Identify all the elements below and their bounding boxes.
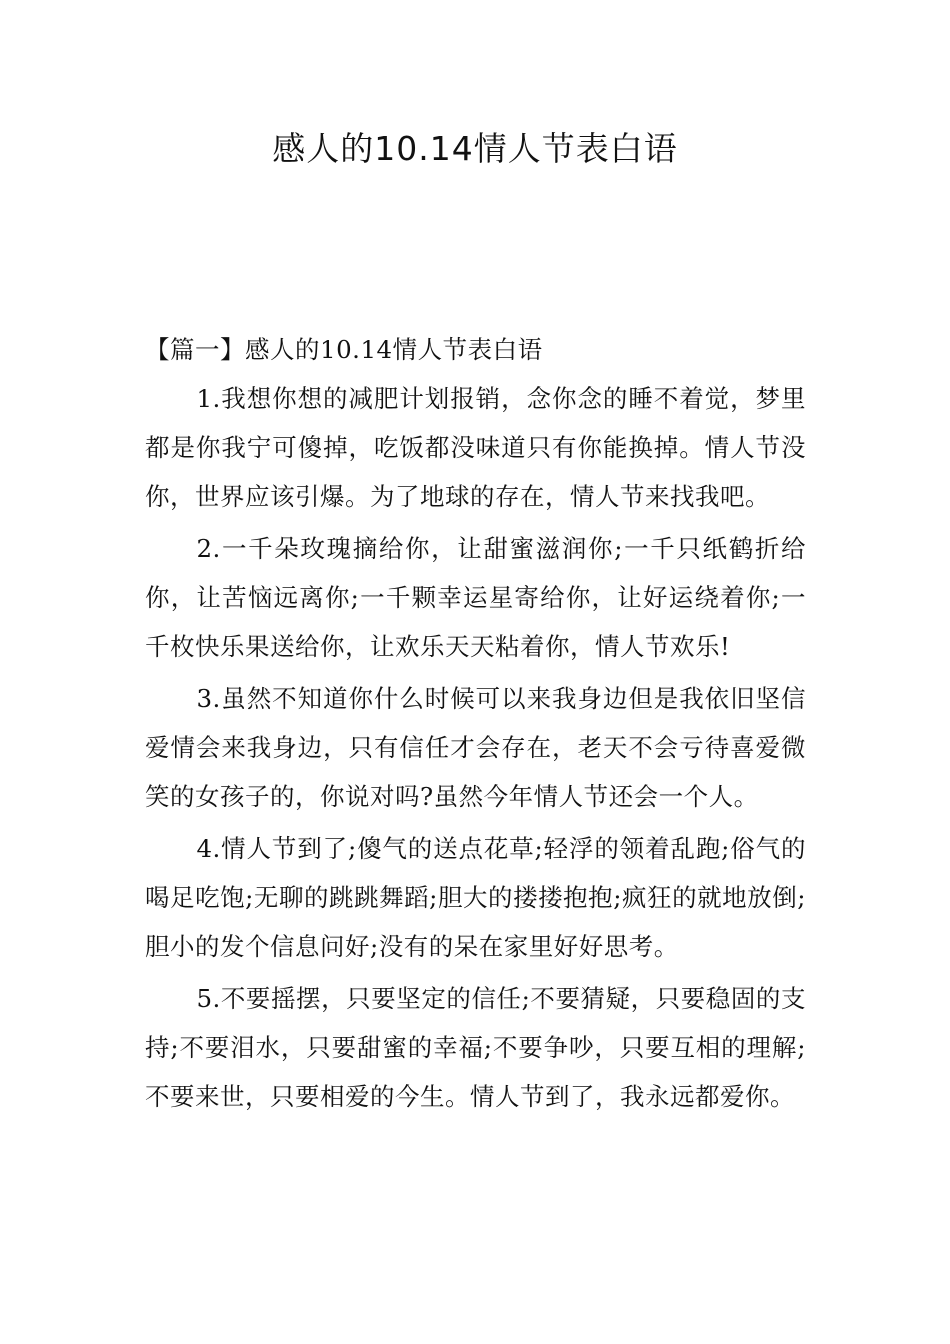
document-title: 感人的10.14情人节表白语 [272, 129, 678, 168]
section-heading: 【篇一】感人的10.14情人节表白语 [145, 335, 543, 364]
paragraph-5: 5.不要摇摆，只要坚定的信任;不要猜疑，只要稳固的支持;不要泪水，只要甜蜜的幸福;不要争吵，只要互相的理解;不要来世，只要相爱的今生。情人节到了，我永远都爱你。 [145, 984, 806, 1111]
paragraph-3: 3.虽然不知道你什么时候可以来我身边但是我依旧坚信爱情会来我身边，只有信任才会存在，老天不会亏待喜爱微笑的女孩子的，你说对吗?虽然今年情人节还会一个人。 [145, 684, 806, 811]
document-body [145, 326, 806, 1124]
paragraph-2: 2.一千朵玫瑰摘给你，让甜蜜滋润你;一千只纸鹤折给你，让苦恼远离你;一千颗幸运星寄给你，让好运绕着你;一千枚快乐果送给你，让欢乐天天粘着你，情人节欢乐! [145, 534, 806, 661]
paragraph-1: 1.我想你想的减肥计划报销，念你念的睡不着觉，梦里都是你我宁可傻掉，吃饭都没味道只有你能换掉。情人节没你，世界应该引爆。为了地球的存在，情人节来找我吧。 [145, 384, 806, 511]
paragraph-4: 4.情人节到了;傻气的送点花草;轻浮的领着乱跑;俗气的喝足吃饱;无聊的跳跳舞蹈;胆大的搂搂抱抱;疯狂的就地放倒;胆小的发个信息问好;没有的呆在家里好好思考。 [145, 834, 806, 961]
